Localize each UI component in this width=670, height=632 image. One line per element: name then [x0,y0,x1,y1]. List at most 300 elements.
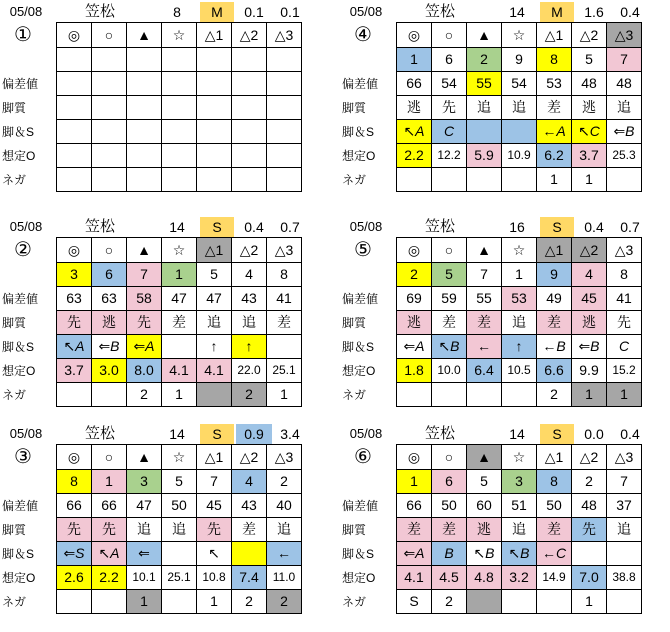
leg-speed-row [57,335,302,359]
grid-cell: ←A [537,120,572,144]
grid-cell: 48 [572,494,607,518]
grid-cell: 5 [572,48,607,72]
row-label: 想定O [342,571,376,585]
grid-cell: 追 [197,311,232,335]
grid-cell: 6 [432,470,467,494]
mark-cell: ○ [92,23,127,48]
grid-cell [92,96,127,120]
grid-cell: ⇐ [127,542,162,566]
grid-cell: 66 [397,494,432,518]
grid-cell: 先 [57,311,92,335]
mark-cell: △2 [232,445,267,470]
deviation-row [397,72,642,96]
grid-cell: 差 [267,311,302,335]
venue-name: 笠松 [424,425,455,442]
grid-cell: 10.5 [502,359,537,383]
grid-cell [57,120,92,144]
grid-cell [127,48,162,72]
mark-cell: △2 [572,23,607,48]
venue-name: 笠松 [84,425,115,442]
grid-cell [92,383,127,407]
grid-cell: 3 [127,470,162,494]
grid-cell [162,144,197,168]
grid-cell [267,168,302,192]
running-style-row [397,311,642,335]
race-date: 05/08 [349,426,383,441]
grid-cell [502,590,537,614]
grid-cell: 50 [162,494,197,518]
grid-cell: 50 [432,494,467,518]
negative-row [57,383,302,407]
grid-cell: 2 [432,590,467,614]
grid-cell: ← [267,542,302,566]
row-label: 偏差値 [342,77,379,91]
track-condition: M [200,2,234,22]
grid-cell: 3.2 [502,566,537,590]
race-date: 05/08 [9,426,43,441]
running-style-row [57,96,302,120]
grid-cell [197,72,232,96]
grid-cell [127,72,162,96]
grid-cell: 7.0 [572,566,607,590]
leg-speed-row [397,542,642,566]
grid-cell: 1 [607,383,642,407]
grid-cell: 2 [537,383,572,407]
grid-cell [162,72,197,96]
grid-cell: 9.9 [572,359,607,383]
grid-cell: 9 [502,48,537,72]
grid-cell: 5 [432,263,467,287]
race-date: 05/08 [349,219,383,234]
grid-cell: 43 [232,287,267,311]
mark-cell: ☆ [502,445,537,470]
race-panel-3 [0,422,325,609]
grid-cell: 1 [162,263,197,287]
track-condition: M [540,2,574,22]
grid-cell: 59 [432,287,467,311]
grid-cell: 差 [397,518,432,542]
grid-cell [197,383,232,407]
panel-number: ① [14,24,32,46]
mark-cell: △3 [607,23,642,48]
grid-cell: 差 [232,518,267,542]
panel-header [340,422,665,444]
grid-cell: 8 [57,470,92,494]
race-number: 14 [509,426,525,442]
venue-name: 笠松 [424,3,455,20]
grid-cell [162,335,197,359]
mark-cell: ○ [432,445,467,470]
race-number: 8 [173,4,181,20]
race-number: 16 [509,219,525,235]
grid-cell: 10.9 [502,144,537,168]
grid-cell: 12.2 [432,144,467,168]
venue-name: 笠松 [84,3,115,20]
mark-cell: △1 [197,23,232,48]
index-value-2: 0.4 [620,4,640,20]
row-label: 脚質 [2,523,27,537]
grid-cell [92,120,127,144]
panel-header [0,422,325,444]
venue-name: 笠松 [84,218,115,235]
grid-cell: 1 [397,470,432,494]
grid-cell [127,144,162,168]
row-label: 想定O [342,364,376,378]
prediction-grid [56,444,302,614]
grid-cell: 63 [57,287,92,311]
grid-cell: 1 [397,48,432,72]
grid-cell [607,542,642,566]
row-labels [340,494,396,614]
mark-cell: △1 [197,445,232,470]
running-style-row [57,518,302,542]
grid-cell: 8 [537,48,572,72]
grid-cell [162,542,197,566]
row-label: ネガ [2,388,27,402]
grid-cell [232,168,267,192]
grid-cell: 1 [267,383,302,407]
grid-cell: 38.8 [607,566,642,590]
track-condition: S [540,424,574,444]
row-label: ネガ [342,595,367,609]
row-label: 脚＆S [342,125,375,139]
mark-cell: △1 [537,238,572,263]
grid-cell: 先 [197,518,232,542]
grid-cell: 4 [232,263,267,287]
grid-cell: ↖ [197,542,232,566]
grid-cell: 追 [607,96,642,120]
row-label: 脚＆S [342,547,375,561]
mark-cell: ○ [92,445,127,470]
track-condition: S [200,424,234,444]
grid-cell: 6.2 [537,144,572,168]
grid-cell: 14.9 [537,566,572,590]
grid-cell [197,144,232,168]
grid-cell: 48 [607,72,642,96]
mark-cell: ○ [432,238,467,263]
grid-cell: 2 [127,383,162,407]
grid-cell: 7 [467,263,502,287]
grid-cell [267,120,302,144]
grid-cell: 45 [197,494,232,518]
grid-cell [467,168,502,192]
grid-cell: 55 [467,287,502,311]
grid-cell: 8 [267,263,302,287]
mark-cell: ☆ [502,23,537,48]
row-label: ネガ [342,388,367,402]
grid-cell: 逃 [467,518,502,542]
grid-cell: 差 [537,96,572,120]
grid-cell: ←B [537,335,572,359]
grid-cell [267,335,302,359]
grid-cell: 4.1 [162,359,197,383]
grid-cell: 5 [467,470,502,494]
grid-cell: ↑ [197,335,232,359]
grid-cell [267,48,302,72]
index-value-2: 0.7 [280,219,300,235]
grid-cell [537,590,572,614]
race-number: 14 [509,4,525,20]
grid-cell: 逃 [397,96,432,120]
mark-cell: ◎ [57,445,92,470]
grid-cell: 3.7 [57,359,92,383]
race-panel-6 [340,422,665,609]
odds-row [57,359,302,383]
mark-cell: ▲ [467,23,502,48]
grid-cell [267,72,302,96]
grid-cell: 追 [502,96,537,120]
grid-cell: 差 [537,311,572,335]
grid-cell: 25.3 [607,144,642,168]
grid-cell: 66 [57,494,92,518]
grid-cell: 追 [127,518,162,542]
grid-cell [57,72,92,96]
deviation-row [57,72,302,96]
mark-cell: ☆ [162,23,197,48]
row-label: 脚質 [2,101,27,115]
mark-cell: △1 [537,23,572,48]
row-label: 脚＆S [2,125,35,139]
grid-cell: ⇐A [397,335,432,359]
grid-cell: 追 [502,311,537,335]
grid-cell [467,120,502,144]
grid-cell: 先 [432,96,467,120]
mark-cell: ▲ [467,445,502,470]
marks-row [397,238,642,263]
grid-cell: 47 [197,287,232,311]
grid-cell [232,72,267,96]
prediction-grid [56,237,302,407]
panel-number: ④ [354,24,372,46]
grid-cell: 逃 [397,311,432,335]
row-labels [340,72,396,192]
leg-speed-row [57,542,302,566]
row-label: 偏差値 [342,499,379,513]
odds-row [397,359,642,383]
horse-number-row [397,263,642,287]
panel-number: ⑤ [354,239,372,261]
grid-cell: 2.6 [57,566,92,590]
grid-cell: 50 [537,494,572,518]
grid-cell: 1 [127,590,162,614]
leg-speed-row [397,120,642,144]
grid-cell: 1 [502,263,537,287]
grid-cell: 追 [232,311,267,335]
prediction-grid [56,22,302,192]
grid-cell: 6 [92,263,127,287]
row-label: ネガ [2,595,27,609]
grid-cell: 2 [467,48,502,72]
grid-cell: 45 [572,287,607,311]
grid-cell: 40 [267,494,302,518]
deviation-row [57,287,302,311]
grid-cell: 1 [197,590,232,614]
grid-cell [502,120,537,144]
race-number: 14 [169,219,185,235]
grid-cell [572,542,607,566]
row-label: 偏差値 [2,77,39,91]
grid-cell: 先 [57,518,92,542]
grid-cell: ↖A [57,335,92,359]
grid-cell: 逃 [572,311,607,335]
index-value-1: 0.0 [584,426,604,442]
mark-cell: △3 [267,238,302,263]
race-panel-5 [340,215,665,402]
grid-cell: C [432,120,467,144]
race-date: 05/08 [9,219,43,234]
mark-cell: ◎ [57,238,92,263]
grid-cell: 7 [607,470,642,494]
race-number: 14 [169,426,185,442]
grid-cell: 4 [572,263,607,287]
deviation-row [397,494,642,518]
grid-cell: ↑ [232,335,267,359]
grid-cell: 47 [127,494,162,518]
grid-cell [232,144,267,168]
mark-cell: ▲ [467,238,502,263]
grid-cell: 47 [162,287,197,311]
grid-cell: 6 [432,48,467,72]
grid-cell: 2.2 [92,566,127,590]
grid-cell: 2.2 [397,144,432,168]
grid-cell: ⇐S [57,542,92,566]
mark-cell: △3 [267,445,302,470]
grid-cell: 4.5 [432,566,467,590]
mark-cell: ○ [432,23,467,48]
race-date: 05/08 [9,4,43,19]
mark-cell: ▲ [127,445,162,470]
grid-cell: 58 [127,287,162,311]
grid-cell: 3 [57,263,92,287]
grid-cell: 先 [572,518,607,542]
mark-cell: ○ [92,238,127,263]
panel-header [0,0,325,22]
grid-cell: 66 [397,72,432,96]
grid-cell [397,168,432,192]
grid-cell [432,168,467,192]
grid-cell: 5.9 [467,144,502,168]
grid-cell: 43 [232,494,267,518]
grid-cell: 8 [607,263,642,287]
grid-cell: 7 [127,263,162,287]
grid-cell [127,168,162,192]
grid-cell [57,383,92,407]
grid-cell: 53 [502,287,537,311]
grid-cell: 22.0 [232,359,267,383]
index-value-1: 0.9 [236,424,272,444]
grid-cell: ←C [537,542,572,566]
grid-cell: 51 [502,494,537,518]
grid-cell: 10.0 [432,359,467,383]
grid-cell: 25.1 [267,359,302,383]
grid-cell: 1 [162,383,197,407]
grid-cell: 逃 [92,311,127,335]
grid-cell [467,383,502,407]
grid-cell [57,48,92,72]
grid-cell [92,72,127,96]
grid-cell: 1 [572,590,607,614]
grid-cell: 10.1 [127,566,162,590]
prediction-grid [396,444,642,614]
grid-cell: ↑ [502,335,537,359]
leg-speed-row [57,120,302,144]
track-condition: S [540,217,574,237]
grid-cell: ↖B [502,542,537,566]
race-panel-2 [0,215,325,402]
odds-row [57,144,302,168]
mark-cell: ◎ [397,445,432,470]
odds-row [57,566,302,590]
grid-cell: 2 [397,263,432,287]
mark-cell: △3 [607,445,642,470]
grid-cell: 3 [502,470,537,494]
grid-cell: 2 [267,590,302,614]
mark-cell: △2 [572,445,607,470]
grid-cell: 先 [92,518,127,542]
grid-cell: ← [467,335,502,359]
grid-cell [57,96,92,120]
mark-cell: △2 [232,23,267,48]
grid-cell: 55 [467,72,502,96]
grid-cell [232,96,267,120]
grid-cell: ⇐B [92,335,127,359]
grid-cell [127,120,162,144]
grid-cell: 69 [397,287,432,311]
mark-cell: △1 [197,238,232,263]
grid-cell: 54 [432,72,467,96]
track-condition: S [200,217,234,237]
grid-cell: 9 [537,263,572,287]
row-labels [340,287,396,407]
grid-cell: ⇐A [397,542,432,566]
grid-cell: 41 [267,287,302,311]
grid-cell: 2 [232,383,267,407]
grid-cell: 5 [197,263,232,287]
row-label: ネガ [342,173,367,187]
horse-number-row [57,263,302,287]
grid-cell: 追 [607,518,642,542]
mark-cell: ▲ [127,238,162,263]
grid-cell: B [432,542,467,566]
row-label: 脚質 [2,316,27,330]
running-style-row [57,311,302,335]
race-panel-1 [0,0,325,187]
grid-cell: 4.8 [467,566,502,590]
mark-cell: ▲ [127,23,162,48]
row-label: 想定O [2,364,36,378]
mark-cell: ☆ [162,445,197,470]
grid-cell [197,120,232,144]
negative-row [397,168,642,192]
row-label: 想定O [2,149,36,163]
panel-header [340,215,665,237]
grid-cell [467,590,502,614]
mark-cell: ◎ [57,23,92,48]
grid-cell: 差 [467,311,502,335]
grid-cell: 11.0 [267,566,302,590]
grid-cell: 先 [127,311,162,335]
grid-cell [162,168,197,192]
grid-cell: 差 [432,518,467,542]
grid-cell: 先 [607,311,642,335]
grid-cell: 2 [232,590,267,614]
grid-cell [502,168,537,192]
grid-cell: 追 [162,518,197,542]
grid-cell: 8.0 [127,359,162,383]
panel-header [0,215,325,237]
negative-row [57,168,302,192]
grid-cell: 48 [572,72,607,96]
